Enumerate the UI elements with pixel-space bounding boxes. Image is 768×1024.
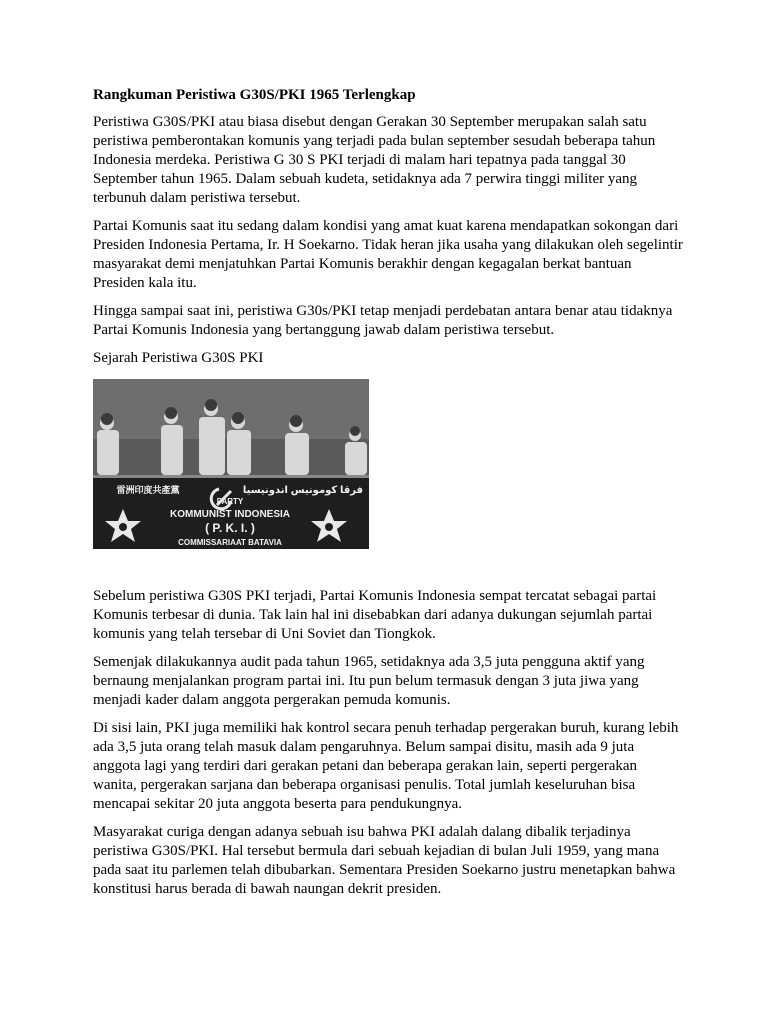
document-title: Rangkuman Peristiwa G30S/PKI 1965 Terlengkap — [93, 87, 416, 103]
section-heading: Sejarah Peristiwa G30S PKI — [93, 350, 264, 366]
banner-hanzi-text: 雷洲印度共產黨 — [116, 485, 180, 495]
historical-photo — [93, 379, 369, 549]
document-page — [93, 86, 683, 908]
paragraph: Sebelum peristiwa G30S PKI terjadi, Partai Komunis Indonesia sempat tercatat sebagai partai Komunis terbesar di dunia. Tak lain hal ini disebabkan dari adanya dukungan sejumlah partai komunis yang telah tersebar di Uni Soviet dan Tiongkok. — [93, 588, 657, 642]
paragraph: Partai Komunis saat itu sedang dalam kondisi yang amat kuat karena mendapatkan sokongan dari Presiden Indonesia Pertama, Ir. H Soekarno. Tidak heran jika usaha yang dilakukan oleh segelintir masyarakat demi menjatuhkan Partai Komunis berakhir dengan kegagalan berkat bantuan Presiden kala itu. — [93, 218, 683, 291]
banner-commissariaat-text: COMMISSARIAAT BATAVIA — [178, 538, 282, 547]
paragraph: Semenjak dilakukannya audit pada tahun 1965, setidaknya ada 3,5 juta pengguna aktif yang bernaung menjalankan program partai ini. Itu pun belum termasuk dengan 3 juta jiwa yang menjadi kader dalam anggota pergerakan pemuda komunis. — [93, 654, 645, 708]
banner-kommunist-text: KOMMUNIST INDONESIA — [170, 509, 290, 520]
paragraph: Hingga sampai saat ini, peristiwa G30s/PKI tetap menjadi perdebatan antara benar atau tidaknya Partai Komunis Indonesia yang bertanggung jawab dalam peristiwa tersebut. — [93, 303, 673, 338]
banner-pki-text: ( P. K. I. ) — [205, 521, 255, 535]
banner-arabic-text: فرقا كومونيس اندونيسيا — [242, 485, 364, 496]
paragraph: Di sisi lain, PKI juga memiliki hak kontrol secara penuh terhadap pergerakan buruh, kurang lebih ada 3,5 juta orang telah masuk dalam pengaruhnya. Belum sampai disitu, masih ada 9 juta anggota lagi yang terdiri dari gerakan petani dan beberapa gerakan lain, seperti pergerakan wanita, pergerakan sarjana dan beberapa organisasi penulis. Total jumlah keseluruhan bisa mencapai sekitar 20 juta anggota beserta para pendukungnya. — [93, 720, 679, 812]
paragraph: Masyarakat curiga dengan adanya sebuah isu bahwa PKI adalah dalang dibalik terjadinya peristiwa G30S/PKI. Hal tersebut bermula dari sebuah kejadian di bulan Juli 1959, yang mana pada saat itu parlemen telah dibubarkan. Sementara Presiden Soekarno justru menetapkan bahwa konstitusi harus berada di bawah naungan dekrit presiden. — [93, 824, 676, 897]
banner-party-text: PARTY — [216, 497, 244, 506]
paragraph: Peristiwa G30S/PKI atau biasa disebut dengan Gerakan 30 September merupakan salah satu peristiwa pemberontakan komunis yang terjadi pada bulan september sesudah beberapa tahun Indonesia merdeka. Peristiwa G 30 S PKI terjadi di malam hari tepatnya pada tanggal 30 September tahun 1965. Dalam sebuah kudeta, setidaknya ada 7 perwira tinggi militer yang terbunuh dalam peristiwa tersebut. — [93, 114, 656, 206]
